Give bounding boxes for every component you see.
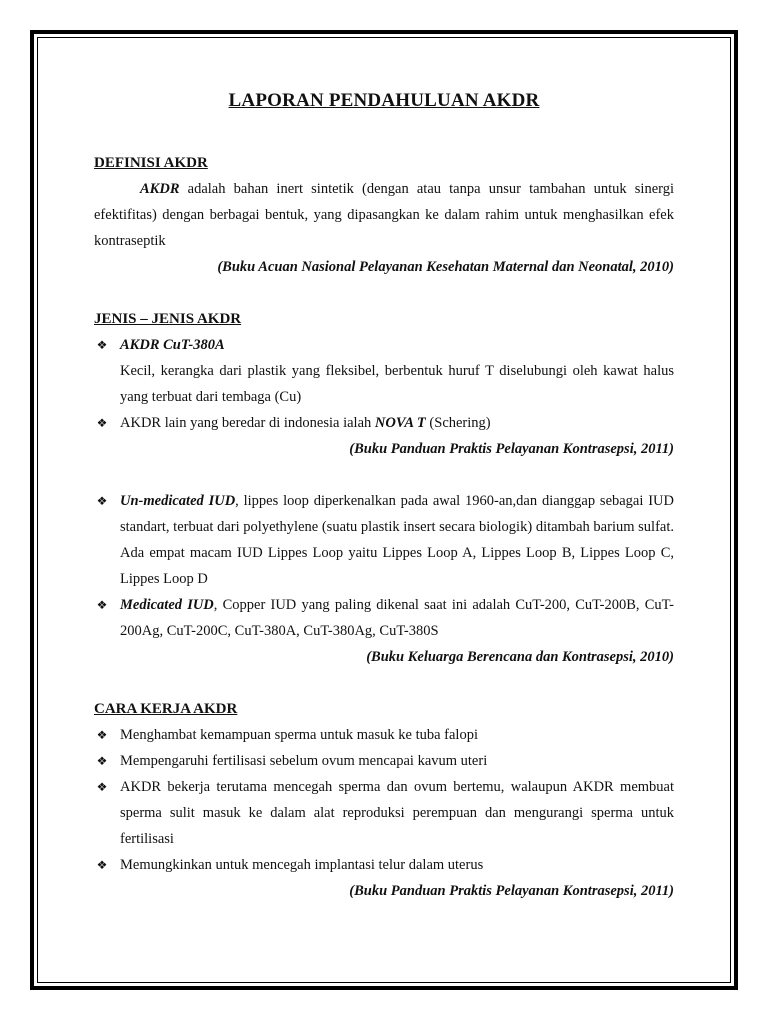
- jenis-item-text: , lippes loop diperkenalkan pada awal 1960-an,dan dianggap sebagai IUD standart, terbuat dari polyethylene (suatu plastik insert secara biologik) ditambah barium sulfat. Ada empat macam IUD Lippes Loop yaitu Lippes Loop A, Lippes Loop B, Lippes Loop C, Lippes Loop D: [120, 493, 674, 587]
- list-item: [94, 852, 674, 878]
- list-item: [94, 722, 674, 748]
- section-definisi: [94, 150, 674, 280]
- definisi-paragraph: [94, 176, 674, 254]
- cara-kerja-item-text: AKDR bekerja terutama mencegah sperma dan ovum bertemu, walaupun AKDR membuat sperma sulit masuk ke dalam alat reproduksi perempuan dan mengurangi sperma untuk fertilisasi: [120, 779, 674, 847]
- section-heading-jenis: JENIS – JENIS AKDR: [94, 311, 242, 327]
- citation-definisi: (Buku Acuan Nasional Pelayanan Kesehatan Maternal dan Neonatal, 2010): [217, 259, 674, 275]
- citation-cara-kerja: (Buku Panduan Praktis Pelayanan Kontrasepsi, 2011): [349, 883, 674, 899]
- section-cara-kerja: [94, 696, 674, 904]
- cara-kerja-item-text: Mempengaruhi fertilisasi sebelum ovum mencapai kavum uteri: [120, 753, 488, 769]
- cara-kerja-item-text: Memungkinkan untuk mencegah implantasi telur dalam uterus: [120, 857, 484, 873]
- cara-kerja-item-text: Menghambat kemampuan sperma untuk masuk ke tuba falopi: [120, 727, 478, 743]
- citation-jenis-1: (Buku Panduan Praktis Pelayanan Kontrasepsi, 2011): [349, 441, 674, 457]
- diamond-bullet-icon: ❖: [96, 754, 108, 768]
- section-heading-cara-kerja: CARA KERJA AKDR: [94, 701, 238, 717]
- jenis-list-1: [94, 332, 674, 436]
- document-title: LAPORAN PENDAHULUAN AKDR: [228, 90, 540, 111]
- list-item: [94, 592, 674, 644]
- jenis-item-tail: (Schering): [425, 415, 491, 431]
- definisi-term: AKDR: [140, 181, 180, 197]
- section-jenis: [94, 306, 674, 670]
- citation-jenis-2: (Buku Keluarga Berencana dan Kontrasepsi, 2010): [366, 649, 674, 665]
- jenis-item-title: AKDR CuT-380A: [120, 337, 225, 353]
- list-item: [94, 774, 674, 852]
- jenis-item-emphasis: Un-medicated IUD: [120, 493, 236, 509]
- diamond-bullet-icon: ❖: [96, 598, 108, 612]
- document-page: [94, 80, 674, 904]
- list-item: [94, 332, 674, 410]
- diamond-bullet-icon: ❖: [96, 416, 108, 430]
- list-item: [94, 488, 674, 592]
- section-heading-definisi: DEFINISI AKDR: [94, 155, 208, 171]
- jenis-item-emphasis: NOVA T: [374, 415, 426, 431]
- definisi-text: adalah bahan inert sintetik (dengan atau tanpa unsur tambahan untuk sinergi efektifitas) dengan berbagai bentuk, yang dipasangkan ke dalam rahim untuk menghasilkan efek kontraseptik: [94, 181, 674, 249]
- diamond-bullet-icon: ❖: [96, 858, 108, 872]
- jenis-list-2: [94, 488, 674, 644]
- diamond-bullet-icon: ❖: [96, 780, 108, 794]
- list-item: [94, 410, 674, 436]
- cara-kerja-list: [94, 722, 674, 878]
- list-item: [94, 748, 674, 774]
- diamond-bullet-icon: ❖: [96, 494, 108, 508]
- jenis-item-text: AKDR lain yang beredar di indonesia ialah: [120, 415, 375, 431]
- diamond-bullet-icon: ❖: [96, 728, 108, 742]
- jenis-item-text: , Copper IUD yang paling dikenal saat ini adalah CuT-200, CuT-200B, CuT-200Ag, CuT-200C, CuT-380A, CuT-380Ag, CuT-380S: [120, 597, 674, 639]
- jenis-item-text: Kecil, kerangka dari plastik yang fleksibel, berbentuk huruf T diselubungi oleh kawat halus yang terbuat dari tembaga (Cu): [120, 363, 674, 405]
- diamond-bullet-icon: ❖: [96, 338, 108, 352]
- jenis-item-emphasis: Medicated IUD: [120, 597, 214, 613]
